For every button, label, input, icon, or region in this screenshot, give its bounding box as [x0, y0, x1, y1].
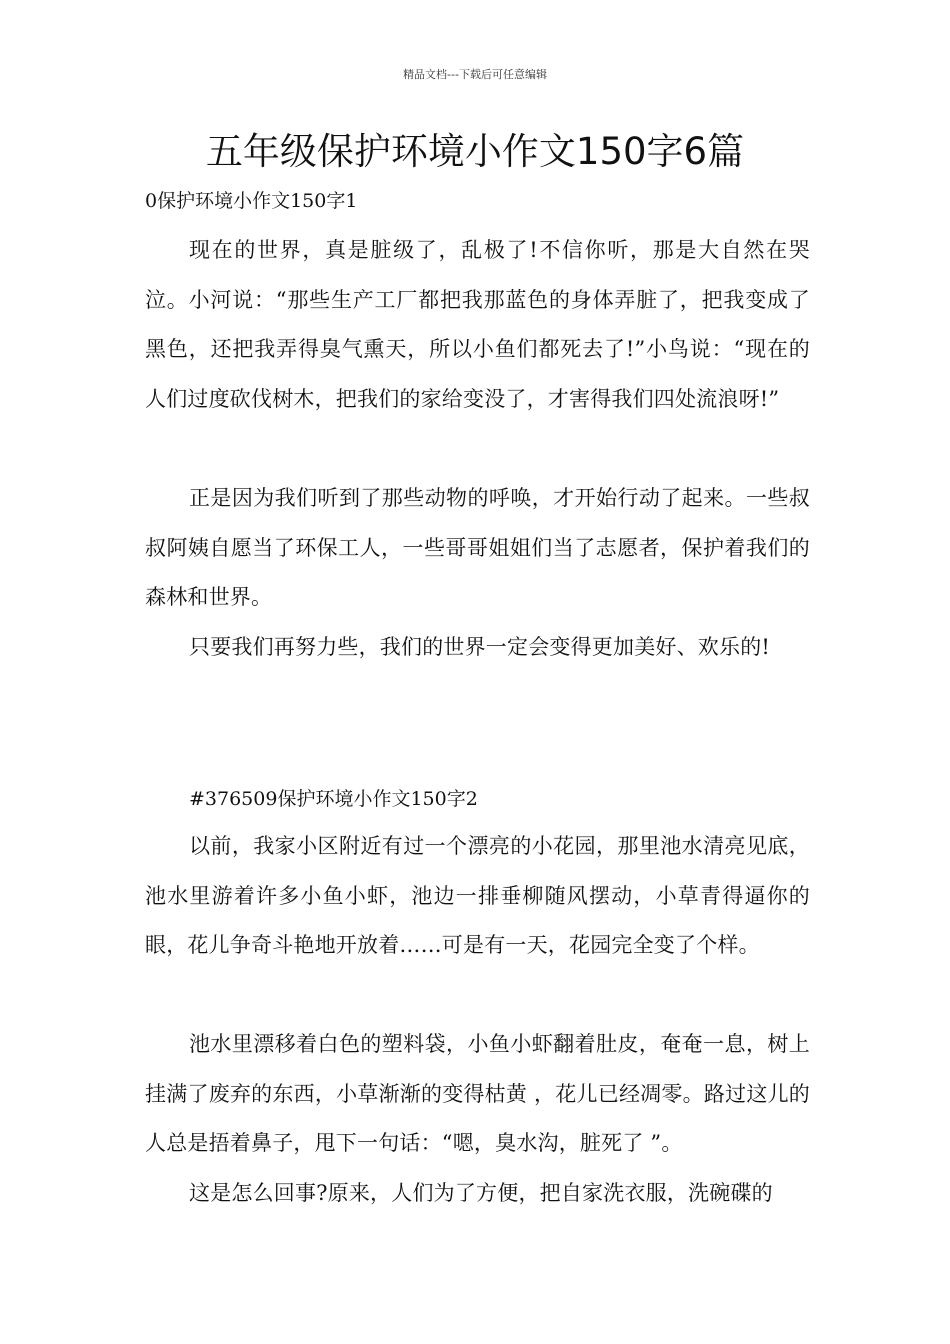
document-title: 五年级保护环境小作文150字6篇 [205, 130, 745, 173]
section-heading-2: #376509保护环境小作文150字2 [189, 788, 478, 810]
section-1-paragraph-2: 正是因为我们听到了那些动物的呼唤，才开始行动了起来。一些叔叔阿姨自愿当了环保工人，一些哥哥姐姐们当了志愿者，保护着我们的森林和世界。 [145, 486, 810, 609]
section-heading-1: 0保护环境小作文150字1 [145, 190, 358, 212]
section-2-paragraph-1: 以前，我家小区附近有过一个漂亮的小花园，那里池水清亮见底，池水里游着许多小鱼小虾，池边一排垂柳随风摆动，小草青得逼你的眼，花儿争奇斗艳地开放着……可是有一天，花园完全变了个样。 [145, 834, 810, 957]
section-2-paragraph-3: 这是怎么回事?原来，人们为了方便，把自家洗衣服，洗碗碟的 [189, 1181, 773, 1205]
header-note: 精品文档---下载后可任意编辑 [403, 68, 547, 81]
section-1-paragraph-3: 只要我们再努力些，我们的世界一定会变得更加美好、欢乐的! [189, 635, 771, 659]
section-1-paragraph-1: 现在的世界，真是脏级了，乱极了!不信你听，那是大自然在哭泣。小河说：“那些生产工厂都把我那蓝色的身体弄脏了，把我变成了黑色，还把我弄得臭气熏天，所以小鱼们都死去了!”小鸟说：“现在的人们过度砍伐树木，把我们的家给变没了，才害得我们四处流浪呀!” [145, 238, 810, 411]
section-2-paragraph-2: 池水里漂移着白色的塑料袋，小鱼小虾翻着肚皮，奄奄一息，树上挂满了废弃的东西，小草渐渐的变得枯黄 ，花儿已经凋零。路过这儿的人总是捂着鼻子，甩下一句话：“嗯，臭水沟，脏死了 ”。 [145, 1032, 810, 1155]
